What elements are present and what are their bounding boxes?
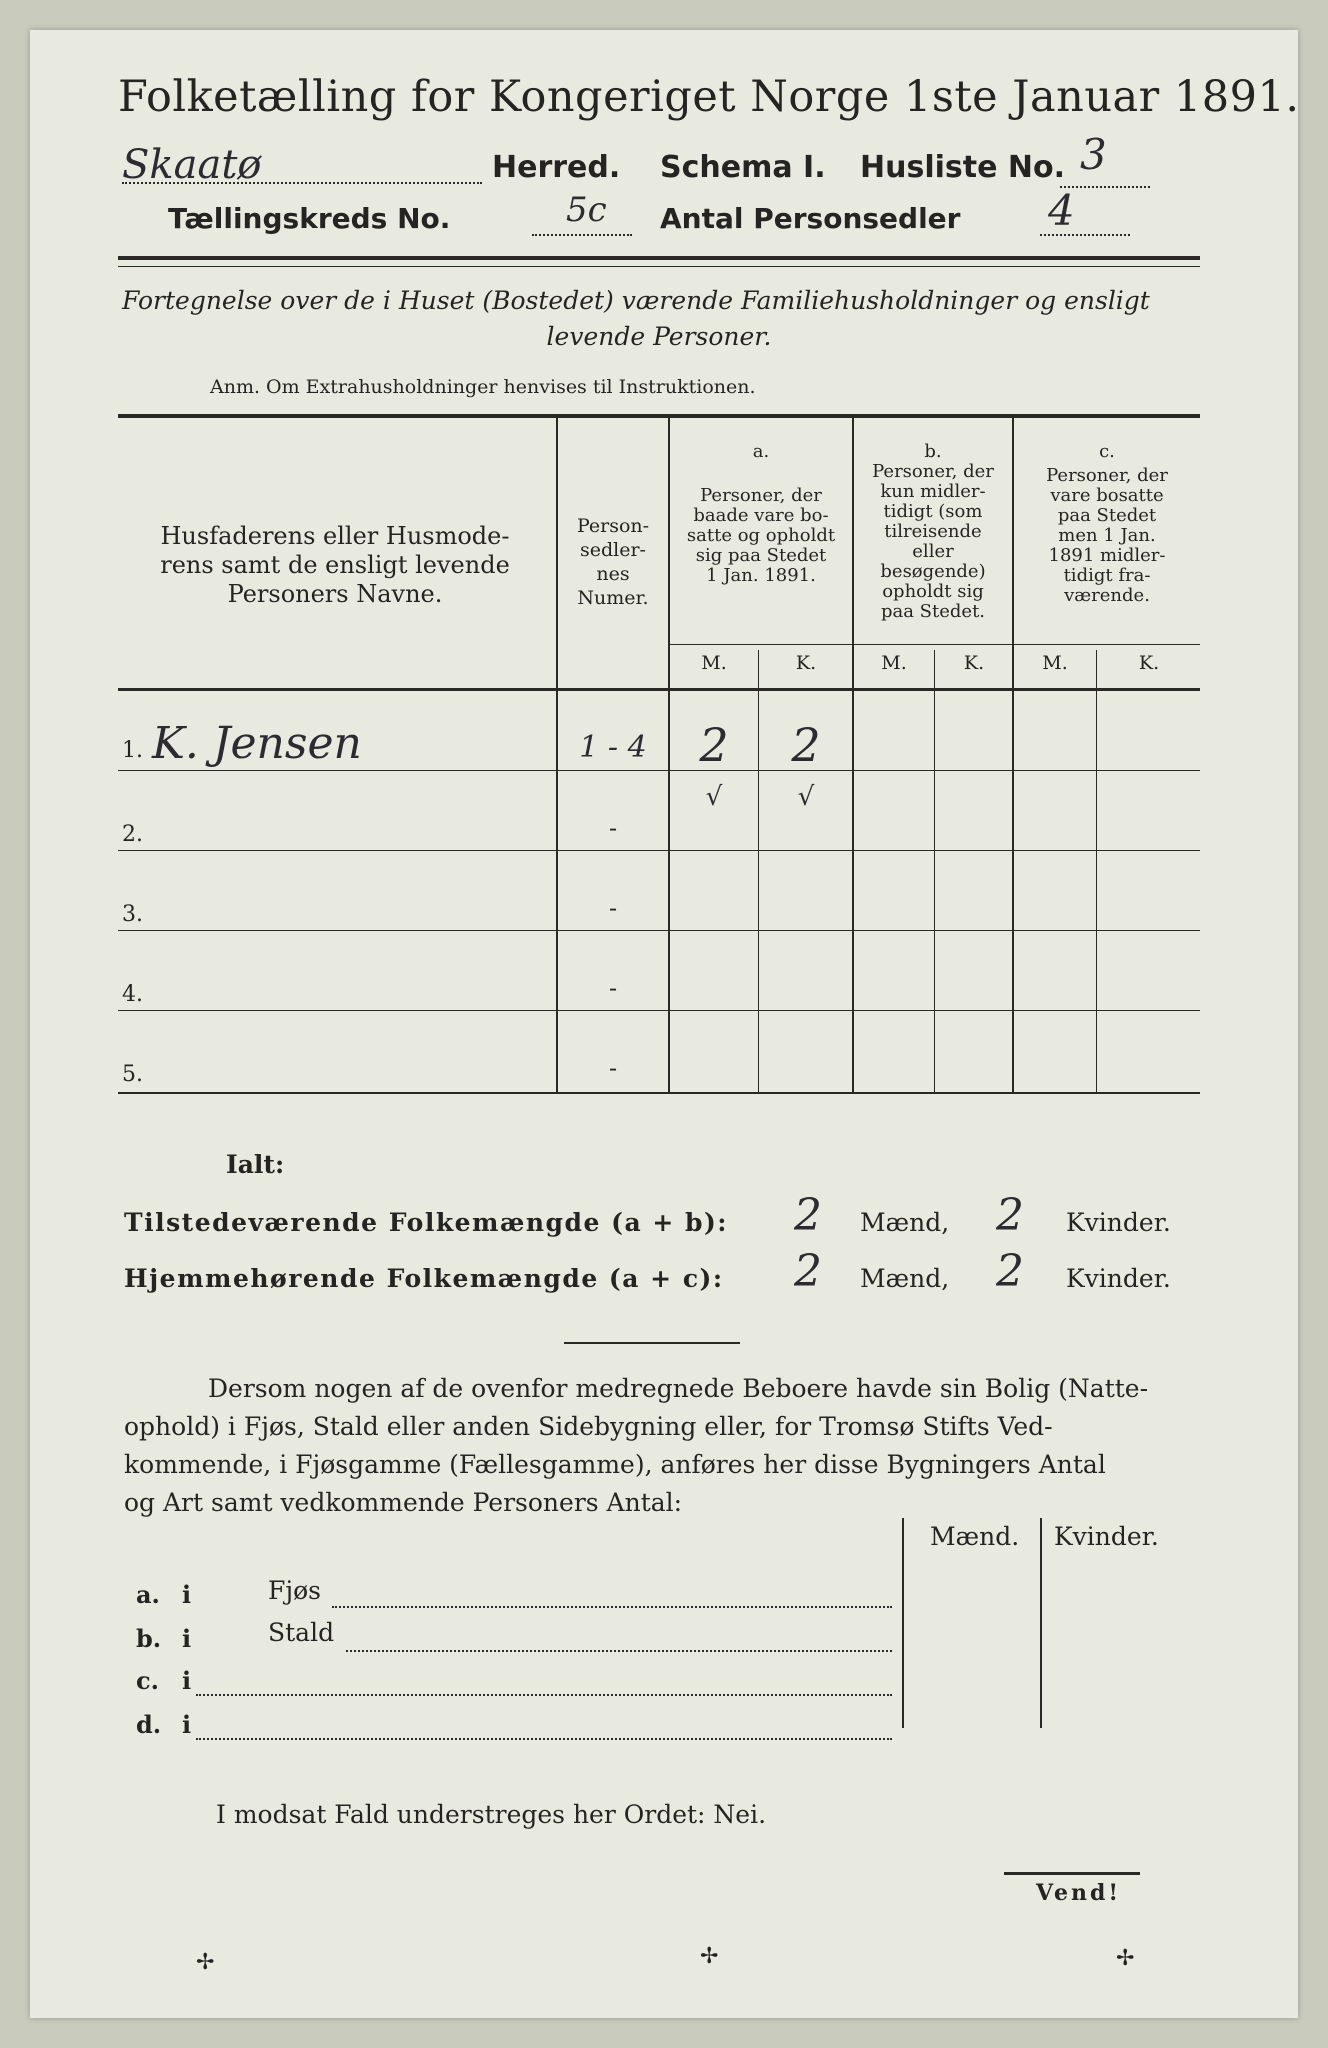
tilstede-label: Tilstedeværende Folkemængde (a + b): — [124, 1208, 729, 1237]
vend-label: Vend! — [1036, 1880, 1122, 1906]
husliste-label: Husliste No. — [860, 150, 1065, 185]
corner-mark-icon: ✢ — [196, 1950, 215, 1975]
b-k-label: K. — [963, 652, 985, 674]
maend-label: Mænd, — [860, 1264, 950, 1293]
herred-value: Skaatø — [122, 142, 262, 188]
col-b-header: b. Personer, der kun midler- tidigt (som tilreisende eller besøgende) opholdt sig paa Stedet. — [872, 441, 994, 622]
row-name: K. Jensen — [152, 718, 362, 769]
hjemme-maend-value: 2 — [794, 1246, 822, 1297]
hjemme-label: Hjemmehørende Folkemængde (a + c): — [124, 1264, 724, 1293]
form-title: Folketælling for Kongeriget Norge 1ste Januar 1891. — [118, 72, 1300, 122]
kvinder-header: Kvinder. — [1054, 1522, 1159, 1551]
antal-label: Antal Personsedler — [660, 202, 961, 235]
row-person-num: - — [608, 894, 618, 922]
kvinder-label: Kvinder. — [1066, 1208, 1171, 1237]
kreds-value: 5c — [566, 190, 607, 230]
kreds-label: Tællingskreds No. — [168, 202, 451, 235]
row-number: 4. — [122, 982, 143, 1007]
maend-label: Mænd, — [860, 1208, 950, 1237]
ialt-label: Ialt: — [226, 1150, 285, 1179]
footer-note: I modsat Fald understreges her Ordet: Nei. — [216, 1800, 767, 1829]
c-m-label: M. — [1042, 652, 1068, 674]
intro-line1: Fortegnelse over de i Huset (Bostedet) værende Familiehusholdninger og ensligt — [122, 286, 1150, 315]
row-person-num: - — [608, 974, 618, 1002]
antal-value: 4 — [1048, 186, 1075, 235]
buildings-paragraph: Dersom nogen af de ovenfor medregnede Beboere havde sin Bolig (Natte- ophold) i Fjøs, Stald eller anden Sidebygning eller, for Tromsø Stifts Ved- kommende, i Fjøsgamme (Fællesgamme), anføres her disse Bygningers Antal og Art samt vedkommende Personers Antal: — [124, 1374, 1149, 1517]
row-number: 5. — [122, 1062, 143, 1087]
hjemme-kvinder-value: 2 — [996, 1246, 1024, 1297]
row-person-num: - — [608, 1054, 618, 1082]
check-mark: √ — [705, 782, 723, 812]
schema-label: Schema I. — [660, 150, 826, 185]
tilstede-maend-value: 2 — [794, 1190, 822, 1241]
col-c-header: c. Personer, der vare bosatte paa Stedet men 1 Jan. 1891 midler- tidigt fra- værende. — [1046, 441, 1168, 606]
row-person-num: - — [608, 814, 618, 842]
row-number: 2. — [122, 822, 143, 847]
row-number: 1. — [122, 738, 143, 763]
divider — [564, 1342, 740, 1344]
census-form: Folketælling for Kongeriget Norge 1ste Januar 1891. Skaatø Herred. Schema I. Husliste No. 3 Tællingskreds No. 5c Antal Personsedler 4 Fortegnelse over de i Huset (Bostedet) værende Familiehusholdninger og ensligt levende Personer. Anm. Om Extrahusholdninger henvises til Instruktionen. Husfaderens eller Husmode- rens samt de ensligt levende Personers Navne. Person- sedler- nes Numer. a. Personer, der baade vare bo- satte og opholdt sig paa Stedet 1 Jan. 1891. b. Personer, der kun midler- tidigt (som tilreisende eller besøgende) opholdt sig paa Stedet. c. Personer, der vare bosatte paa Stedet men 1 Jan. 1891 midler- tidigt fra- værende. M. K. M. K. M. K. 1. K. Jensen 1 - 4 2 2 √ √ 2. - 3. - 4. - 5. - Ialt: Tilstedeværende Folkemængde (a + b): 2 Mænd, 2 Kvinder. Hjemmehørende Folkemængde (a + c): 2 Mænd, 2 Kvinder. Dersom nogen af de ovenfor medregnede Beboere havde sin Bolig (Natte- ophold) i Fjøs, Stald eller anden Sidebygning eller, for Tromsø Stifts Ved- kommende, i Fjøsgamme (Fællesgamme), anføres her disse Bygningers Antal og Art samt vedkommende Personers Antal: Mænd. Kvinder. a. i Fjøs b. i Stald c. i d. i I modsat Fald understreges her Ordet: Nei. Vend! ✢ ✢ ✢ — [30, 30, 1298, 2018]
tilstede-kvinder-value: 2 — [996, 1190, 1024, 1241]
corner-mark-icon: ✢ — [1116, 1946, 1135, 1971]
col-name-header: Husfaderens eller Husmode- rens samt de ensligt levende Personers Navne. — [160, 522, 510, 608]
herred-label: Herred. — [492, 150, 621, 185]
a-k-label: K. — [795, 652, 817, 674]
c-k-label: K. — [1138, 652, 1160, 674]
col-a-header: a. Personer, der baade vare bo- satte og opholdt sig paa Stedet 1 Jan. 1891. — [686, 441, 836, 586]
a-m-label: M. — [701, 652, 727, 674]
row-a-k: 2 — [791, 718, 821, 772]
corner-mark-icon: ✢ — [700, 1944, 719, 1969]
maend-header: Mænd. — [930, 1522, 1020, 1551]
anm-note: Anm. Om Extrahusholdninger henvises til Instruktionen. — [210, 376, 756, 398]
row-person-num: 1 - 4 — [579, 730, 647, 765]
row-number: 3. — [122, 902, 143, 927]
check-mark: √ — [797, 782, 815, 812]
intro-line2: levende Personer. — [546, 322, 772, 351]
b-m-label: M. — [881, 652, 907, 674]
row-a-m: 2 — [699, 718, 729, 772]
col-num-header: Person- sedler- nes Numer. — [576, 515, 650, 609]
kvinder-label: Kvinder. — [1066, 1264, 1171, 1293]
husliste-value: 3 — [1080, 130, 1107, 179]
